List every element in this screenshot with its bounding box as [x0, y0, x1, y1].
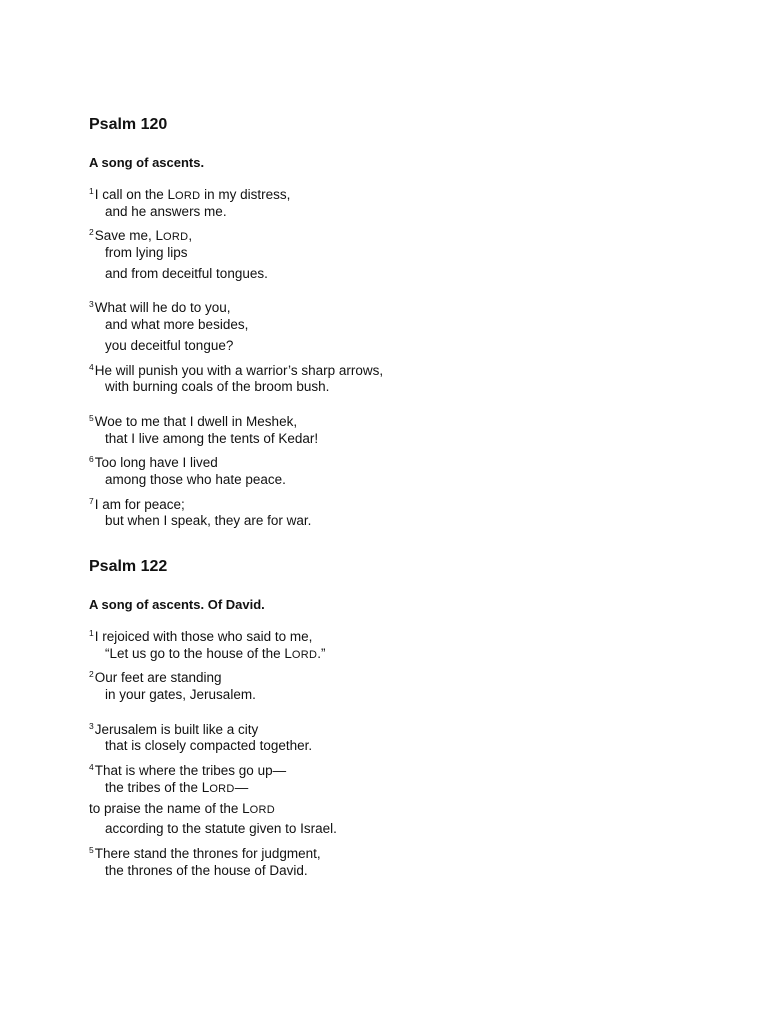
verse-text: from lying lips	[105, 245, 188, 261]
stanza	[89, 181, 729, 284]
verse-line	[89, 778, 729, 799]
verse-line	[89, 449, 729, 470]
stanza	[89, 623, 729, 706]
verse-text: —	[234, 779, 249, 795]
verse-text: according to the statute given to Israel.	[105, 821, 337, 837]
verse-line	[89, 644, 729, 665]
stanza	[89, 294, 729, 397]
verse-line	[89, 222, 729, 243]
verse-number: 1	[89, 186, 94, 196]
verse-number: 2	[89, 227, 94, 238]
verse-line	[89, 264, 729, 285]
verse-line	[89, 243, 729, 264]
verse-line	[89, 377, 729, 398]
psalm-title: Psalm 120	[89, 116, 168, 133]
verse-line	[89, 336, 729, 357]
verse-text: in your gates, Jerusalem.	[105, 687, 256, 703]
verse-text: that I live among the tents of Kedar!	[105, 430, 319, 446]
divine-name-small-caps: ORD	[249, 803, 275, 816]
verse-text: that is closely compacted together.	[105, 738, 313, 754]
verse-text: the tribes of the L	[105, 779, 210, 795]
superscription: A song of ascents. Of David.	[89, 597, 265, 612]
verse-number: 6	[89, 454, 94, 465]
verse-number: 5	[89, 412, 94, 423]
verse-line	[89, 757, 729, 778]
verse-text: “Let us go to the house of the L	[105, 645, 292, 661]
verse-text: the thrones of the house of David.	[105, 862, 308, 878]
verse-line	[89, 202, 729, 223]
divine-name-small-caps: ORD	[209, 782, 235, 795]
verse-text: He will punish you with a warrior’s sharp arrows,	[94, 362, 384, 378]
verse-line	[89, 861, 729, 882]
verse-text: you deceitful tongue?	[105, 337, 234, 353]
verse-text: Woe to me that I dwell in Meshek,	[94, 413, 298, 429]
verse-line	[89, 664, 729, 685]
psalm-122-section	[89, 556, 729, 881]
verse-text: Jerusalem is built like a city	[94, 721, 259, 737]
verse-text: I call on the L	[94, 187, 176, 202]
verse-line	[89, 623, 729, 644]
verse-text: .”	[317, 645, 326, 661]
verse-number: 4	[89, 361, 94, 372]
verse-text: in my distress,	[200, 187, 291, 202]
verse-line	[89, 315, 729, 336]
verse-line	[89, 294, 729, 315]
verse-line	[89, 357, 729, 378]
verse-line	[89, 429, 729, 450]
psalm-title: Psalm 122	[89, 558, 168, 575]
stanza	[89, 716, 729, 882]
verse-line	[89, 799, 729, 820]
verse-line	[89, 470, 729, 491]
verse-line	[89, 840, 729, 861]
verse-text: I am for peace;	[94, 496, 185, 512]
verse-text: to praise the name of the L	[89, 800, 250, 816]
verse-text: Too long have I lived	[94, 455, 218, 471]
verse-line	[89, 408, 729, 429]
divine-name-small-caps: ORD	[175, 190, 201, 202]
verse-text: There stand the thrones for judgment,	[94, 845, 321, 861]
verse-line	[89, 716, 729, 737]
verse-text: ,	[188, 228, 193, 244]
verse-text: with burning coals of the broom bush.	[105, 379, 330, 395]
verse-line	[89, 685, 729, 706]
verse-text: but when I speak, they are for war.	[105, 513, 312, 529]
verse-text: and he answers me.	[105, 203, 227, 219]
verse-line	[89, 736, 729, 757]
verse-number: 4	[89, 762, 94, 773]
verse-text: Our feet are standing	[94, 670, 222, 686]
verse-text: I rejoiced with those who said to me,	[94, 629, 313, 644]
divine-name-small-caps: ORD	[291, 648, 318, 661]
verse-text: and from deceitful tongues.	[105, 265, 268, 281]
stanza	[89, 408, 729, 532]
verse-number: 3	[89, 720, 94, 731]
verse-number: 2	[89, 669, 94, 680]
verse-text: and what more besides,	[105, 317, 249, 333]
verse-number: 1	[89, 628, 94, 638]
verse-line	[89, 181, 729, 202]
superscription: A song of ascents.	[89, 155, 205, 170]
verse-text: Save me, L	[94, 228, 164, 244]
verse-line	[89, 511, 729, 532]
verse-line	[89, 819, 729, 840]
verse-text: What will he do to you,	[94, 300, 231, 316]
verse-number: 7	[89, 495, 94, 506]
verse-number: 5	[89, 844, 94, 855]
verse-line	[89, 491, 729, 512]
divine-name-small-caps: ORD	[163, 231, 189, 244]
verse-number: 3	[89, 299, 94, 310]
verse-text: That is where the tribes go up—	[94, 763, 287, 779]
psalm-120-section	[89, 114, 729, 532]
verse-text: among those who hate peace.	[105, 471, 286, 487]
